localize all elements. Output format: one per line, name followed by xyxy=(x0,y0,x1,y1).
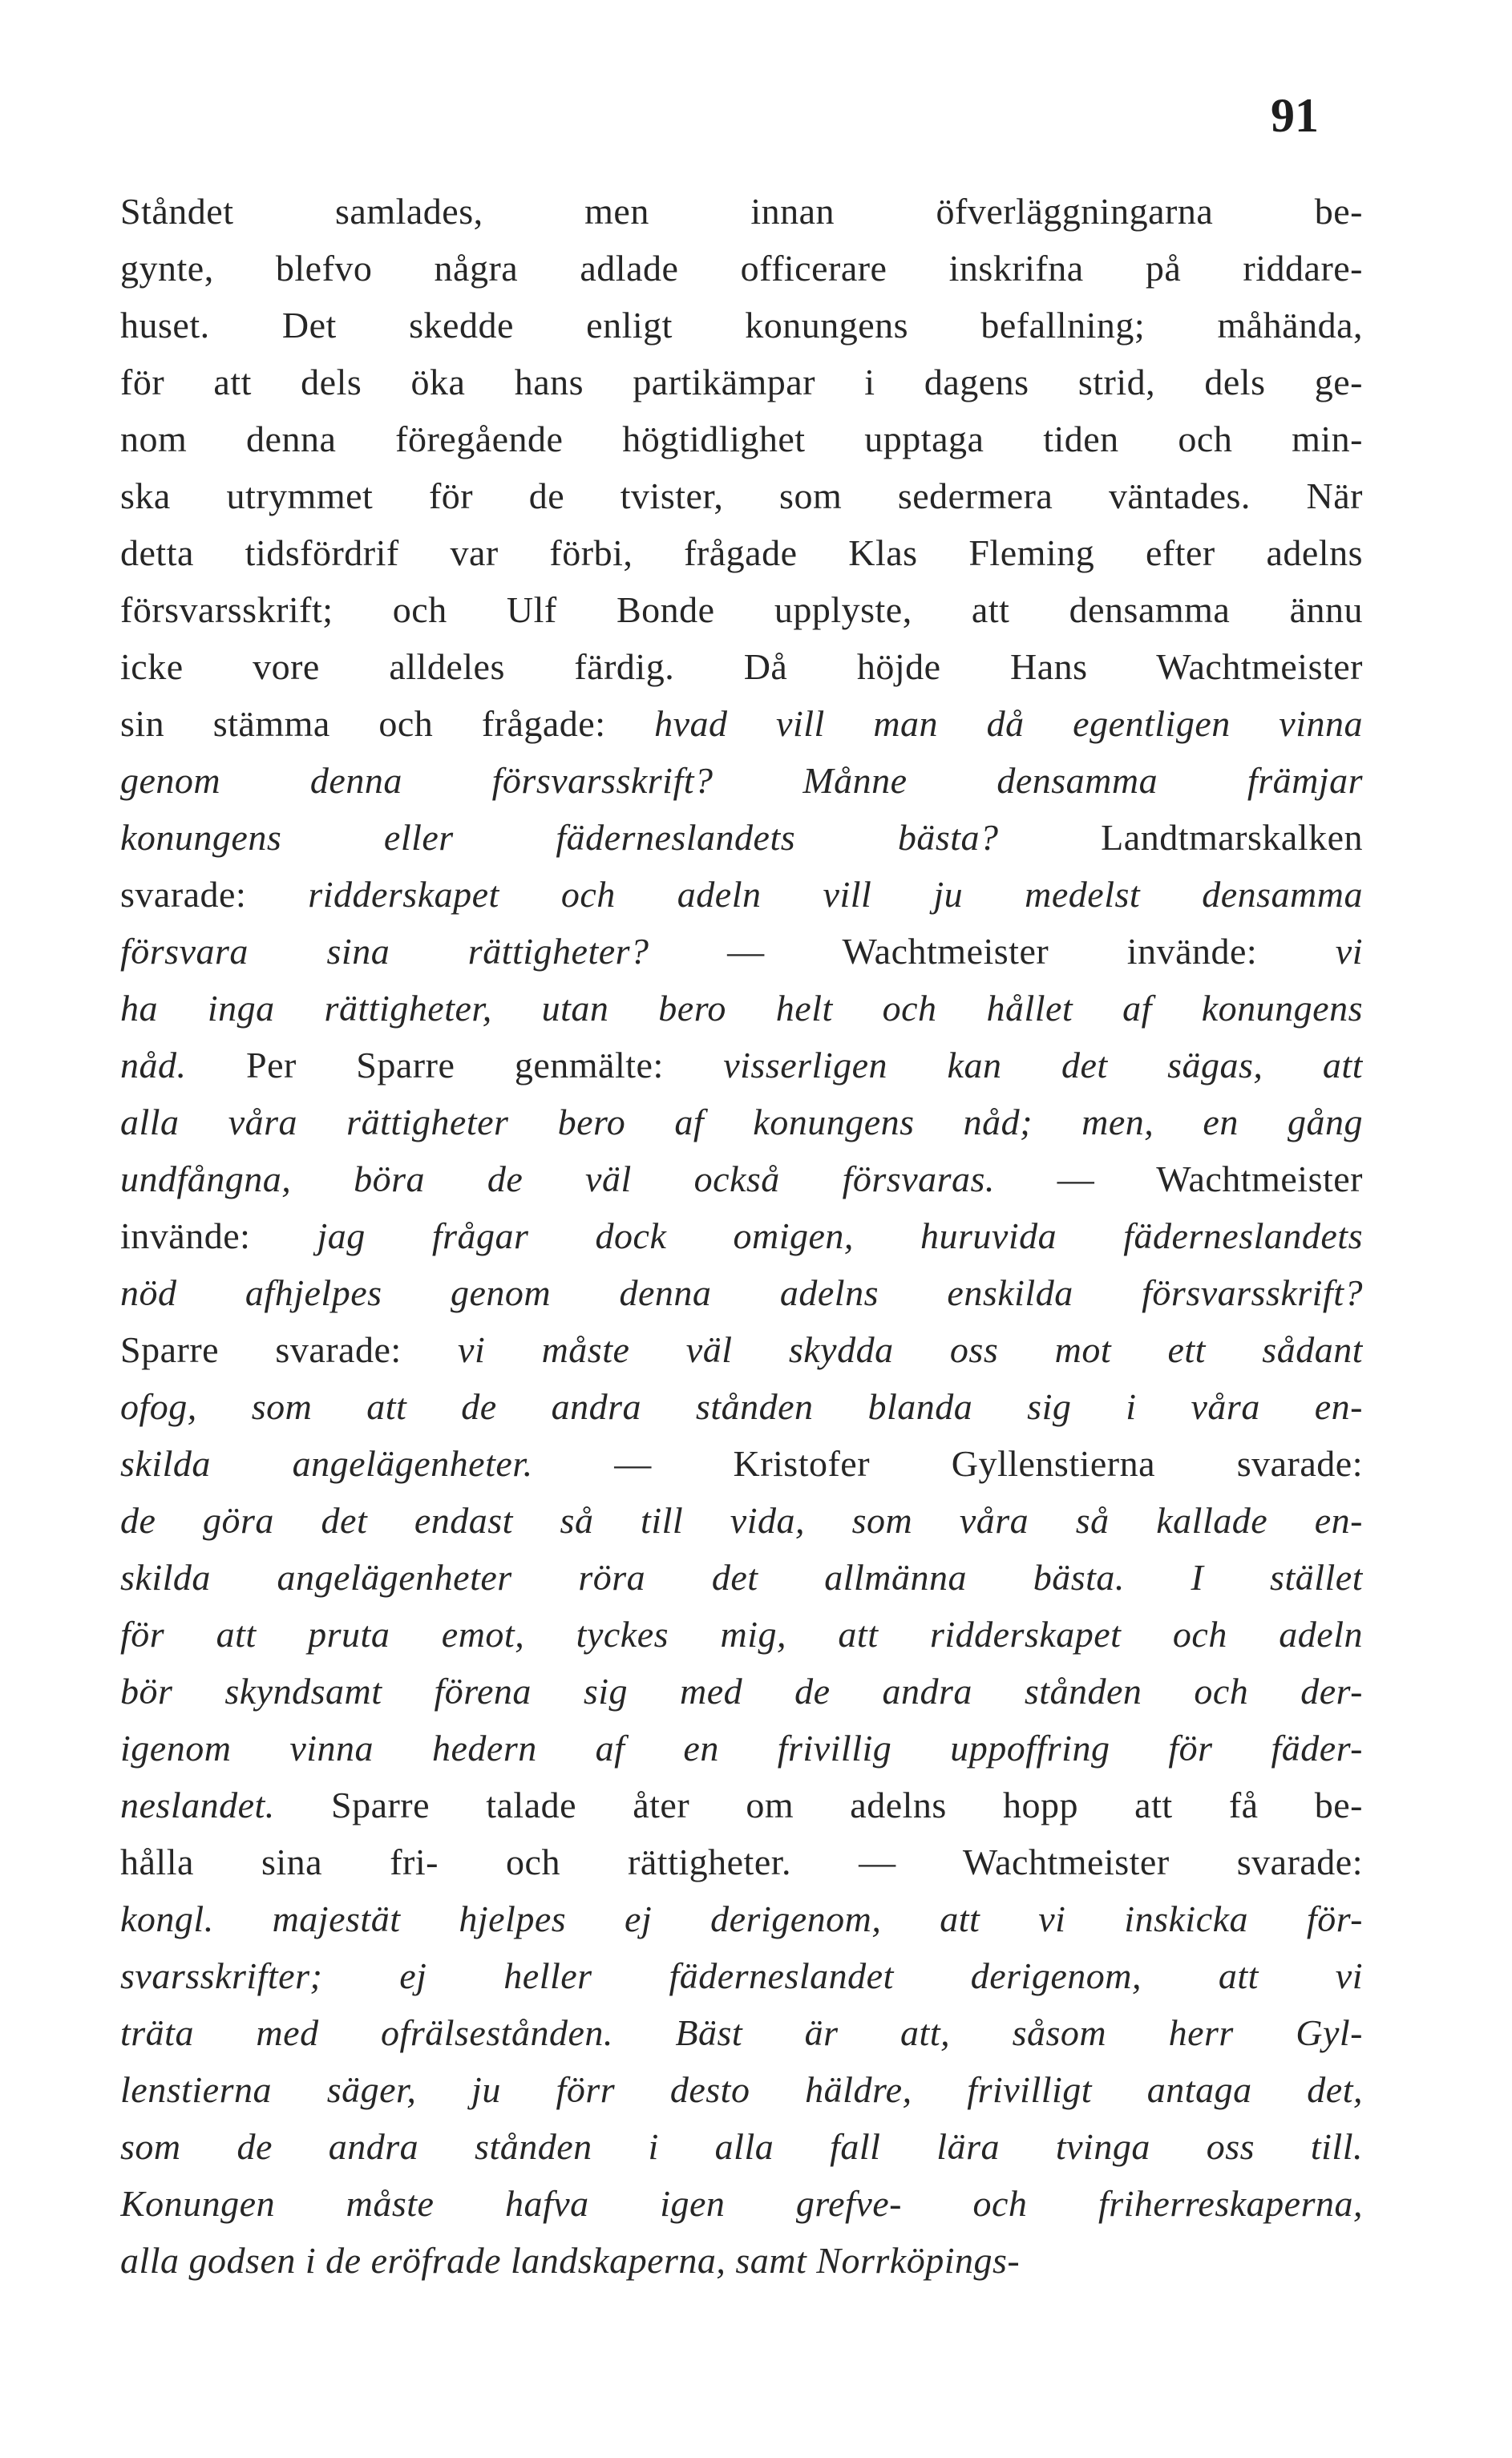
italic-text-segment: alla våra rättigheter bero af konungens nåd; men, en gång xyxy=(120,1102,1363,1142)
text-segment: försvarsskrift; och Ulf Bonde upplyste, att densamma ännu xyxy=(120,589,1363,630)
text-line xyxy=(120,809,1363,866)
text-line xyxy=(120,183,1363,240)
text-line xyxy=(120,638,1363,695)
text-line xyxy=(120,1378,1363,1435)
text-segment: Sparre talade åter om adelns hopp att få be- xyxy=(274,1785,1363,1825)
italic-text-segment: vi xyxy=(1335,931,1363,972)
italic-text-segment: skilda angelägenheter röra det allmänna bästa. I stället xyxy=(120,1557,1363,1598)
text-line xyxy=(120,1606,1363,1663)
text-segment: nom denna föregående högtidlighet upptaga tiden och min- xyxy=(120,418,1363,459)
text-line xyxy=(120,1890,1363,1947)
text-segment: Sparre svarade: xyxy=(120,1329,459,1370)
italic-text-segment: hvad vill man då egentligen vinna xyxy=(654,703,1363,744)
text-segment: hålla sina fri- och rättigheter. — Wachtmeister svarade: xyxy=(120,1841,1363,1882)
italic-text-segment: vi måste väl skydda oss mot ett sådant xyxy=(458,1329,1363,1370)
text-line xyxy=(120,1833,1363,1890)
italic-text-segment: kongl. majestät hjelpes ej derigenom, att vi inskicka för- xyxy=(120,1898,1363,1939)
text-line xyxy=(120,240,1363,297)
text-line xyxy=(120,524,1363,581)
italic-text-segment: genom denna försvarsskrift? Månne densamma främjar xyxy=(120,760,1363,801)
italic-text-segment: ha inga rättigheter, utan bero helt och hållet af konungens xyxy=(120,988,1363,1029)
text-line xyxy=(120,2061,1363,2118)
body-text xyxy=(120,183,1363,2289)
text-segment: gynte, blefvo några adlade officerare inskrifna på riddare- xyxy=(120,248,1363,289)
text-line xyxy=(120,695,1363,752)
text-line xyxy=(120,1435,1363,1492)
italic-text-segment: för att pruta emot, tyckes mig, att ridderskapet och adeln xyxy=(120,1614,1363,1655)
text-line xyxy=(120,1264,1363,1321)
text-line xyxy=(120,1094,1363,1150)
text-line xyxy=(120,1492,1363,1549)
text-line xyxy=(120,581,1363,638)
italic-text-segment: skilda angelägenheter. xyxy=(120,1443,533,1484)
text-segment: Landtmarskalken xyxy=(998,817,1363,858)
italic-text-segment: svarsskrifter; ej heller fäderneslandet derigenom, att vi xyxy=(120,1955,1363,1996)
text-segment: — Kristofer Gyllenstierna svarade: xyxy=(532,1443,1363,1484)
text-line xyxy=(120,1720,1363,1777)
text-segment: huset. Det skedde enligt konungens befallning; måhända, xyxy=(120,305,1363,346)
text-line xyxy=(120,354,1363,410)
text-segment: detta tidsfördrif var förbi, frågade Klas Fleming efter adelns xyxy=(120,532,1363,573)
text-line xyxy=(120,1321,1363,1378)
text-line xyxy=(120,923,1363,980)
italic-text-segment: Konungen måste hafva igen grefve- och friherreskaperna, xyxy=(120,2183,1363,2224)
text-line xyxy=(120,2175,1363,2232)
text-line xyxy=(120,752,1363,809)
italic-text-segment: lenstierna säger, ju förr desto häldre, frivilligt antaga det, xyxy=(120,2069,1363,2110)
italic-text-segment: nåd. xyxy=(120,1045,187,1085)
text-line xyxy=(120,1947,1363,2004)
text-segment: icke vore alldeles färdig. Då höjde Hans Wachtmeister xyxy=(120,646,1363,687)
italic-text-segment: igenom vinna hedern af en frivillig uppoffring för fäder- xyxy=(120,1728,1363,1769)
text-segment: Ståndet samlades, men innan öfverläggningarna be- xyxy=(120,191,1363,232)
text-line xyxy=(120,2118,1363,2175)
text-line xyxy=(120,2232,1363,2289)
text-segment: för att dels öka hans partikämpar i dagens strid, dels ge- xyxy=(120,362,1363,402)
italic-text-segment: visserligen kan det sägas, att xyxy=(723,1045,1363,1085)
italic-text-segment: jag frågar dock omigen, huruvida fäderneslandets xyxy=(317,1215,1363,1256)
text-segment: svarade: xyxy=(120,874,309,915)
text-line xyxy=(120,1150,1363,1207)
page-number: 91 xyxy=(1271,89,1319,142)
italic-text-segment: undfångna, böra de väl också försvaras. xyxy=(120,1158,995,1199)
italic-text-segment: ofog, som att de andra stånden blanda sig i våra en- xyxy=(120,1386,1363,1427)
text-line xyxy=(120,1037,1363,1094)
text-line xyxy=(120,1549,1363,1606)
text-line xyxy=(120,866,1363,923)
italic-text-segment: de göra det endast så till vida, som våra så kallade en- xyxy=(120,1500,1363,1541)
text-segment: sin stämma och frågade: xyxy=(120,703,655,744)
text-line xyxy=(120,467,1363,524)
italic-text-segment: alla godsen i de eröfrade landskaperna, samt Norrköpings- xyxy=(120,2240,1021,2281)
text-line xyxy=(120,1207,1363,1264)
text-line xyxy=(120,1777,1363,1833)
text-segment: ska utrymmet för de tvister, som sedermera väntades. När xyxy=(120,475,1363,516)
italic-text-segment: ridderskapet och adeln vill ju medelst densamma xyxy=(308,874,1363,915)
italic-text-segment: försvara sina rättigheter? xyxy=(120,931,649,972)
text-line xyxy=(120,1663,1363,1720)
text-line xyxy=(120,2004,1363,2061)
italic-text-segment: som de andra stånden i alla fall lära tvinga oss till. xyxy=(120,2126,1363,2167)
text-segment: Per Sparre genmälte: xyxy=(186,1045,724,1085)
italic-text-segment: konungens eller fäderneslandets bästa? xyxy=(120,817,999,858)
text-segment: — Wachtmeister invände: xyxy=(649,931,1336,972)
text-segment: — Wachtmeister xyxy=(994,1158,1363,1199)
text-segment: invände: xyxy=(120,1215,317,1256)
italic-text-segment: neslandet. xyxy=(120,1785,275,1825)
italic-text-segment: nöd afhjelpes genom denna adelns enskilda försvarsskrift? xyxy=(120,1272,1363,1313)
text-line xyxy=(120,980,1363,1037)
italic-text-segment: träta med ofrälsestånden. Bäst är att, såsom herr Gyl- xyxy=(120,2012,1363,2053)
text-line xyxy=(120,297,1363,354)
italic-text-segment: bör skyndsamt förena sig med de andra stånden och der- xyxy=(120,1671,1363,1712)
text-line xyxy=(120,410,1363,467)
